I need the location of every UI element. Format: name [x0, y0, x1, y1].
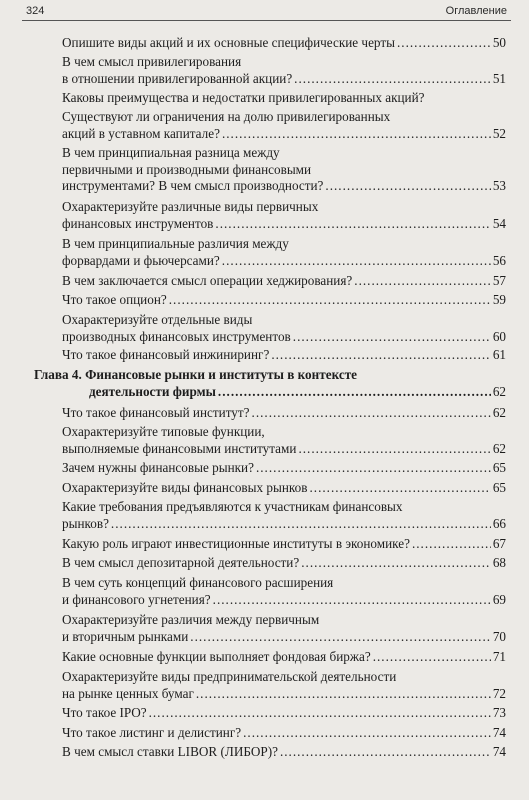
- toc-entry: [62, 575, 506, 608]
- entry-text-line: деятельности фирмы: [89, 383, 216, 399]
- entry-text-line: Что такое финансовый инжиниринг?: [62, 347, 270, 362]
- page-ref[interactable]: 59: [492, 292, 506, 307]
- entry-last-line: [62, 292, 506, 309]
- dot-leader: [196, 686, 491, 703]
- entry-last-line: [62, 516, 506, 533]
- entry-last-line: [62, 649, 506, 666]
- entry-last-line: [62, 35, 506, 52]
- entry-text-line: В чем заключается смысл операции хеджирования?: [62, 273, 353, 288]
- entry-text-line: В чем суть концепций финансового расширения: [62, 575, 334, 590]
- dot-leader: [294, 71, 491, 88]
- page-ref[interactable]: 73: [492, 705, 506, 720]
- page-ref[interactable]: 62: [492, 440, 506, 456]
- page-ref[interactable]: 67: [492, 536, 506, 551]
- entry-text-line: инструментами? В чем смысл производности?: [62, 178, 324, 194]
- toc-entry: [62, 35, 506, 52]
- page-ref[interactable]: 50: [492, 35, 506, 50]
- entry-last-line: [62, 555, 506, 572]
- dot-leader: [222, 253, 491, 270]
- entry-text-line: форвардами и фьючерсами?: [62, 252, 220, 268]
- page-ref[interactable]: 74: [492, 725, 506, 740]
- page-ref[interactable]: 70: [492, 628, 506, 644]
- page-number: 324: [26, 5, 45, 17]
- toc-entry: [62, 555, 506, 572]
- dot-leader: [412, 536, 491, 553]
- entry-text-line: выполняемые финансовыми институтами: [62, 440, 297, 456]
- page-ref[interactable]: 60: [492, 328, 506, 344]
- dot-leader: [213, 592, 491, 609]
- toc-entry: [62, 199, 506, 232]
- toc-entry: [62, 54, 506, 87]
- page-ref[interactable]: 68: [492, 555, 506, 570]
- entry-last-line: [62, 441, 506, 458]
- dot-leader: [149, 705, 491, 722]
- dot-leader: [215, 216, 490, 233]
- entry-text-line: В чем смысл привилегирования: [62, 54, 242, 69]
- entry-text-line: Охарактеризуйте виды предпринимательской деятельности: [62, 669, 397, 684]
- page-ref[interactable]: 69: [492, 591, 506, 607]
- entry-text-line: Какие основные функции выполняет фондовая биржа?: [62, 649, 371, 664]
- entry-text-line: Охарактеризуйте различные виды первичных: [62, 199, 319, 214]
- entry-last-line: [62, 460, 506, 477]
- toc-entry: [62, 347, 506, 364]
- entry-text-line: В чем смысл депозитарной деятельности?: [62, 555, 300, 570]
- page-ref[interactable]: 56: [492, 252, 506, 268]
- dot-leader: [280, 744, 491, 761]
- toc-entry: [62, 292, 506, 309]
- toc-entry: [62, 536, 506, 553]
- entry-text-line: Существуют ли ограничения на долю привилегированных: [62, 109, 391, 124]
- toc-entry: [62, 90, 506, 107]
- entry-last-line: [62, 253, 506, 270]
- entry-last-line: [62, 725, 506, 742]
- entry-last-line: [62, 686, 506, 703]
- entry-text-line: и финансового угнетения?: [62, 591, 211, 607]
- entry-last-line: [62, 744, 506, 761]
- entry-text-line: Какую роль играют инвестиционные институты в экономике?: [62, 536, 410, 551]
- entry-last-line: [62, 90, 506, 107]
- toc-entry: [62, 312, 506, 345]
- toc-entry: [62, 649, 506, 666]
- entry-text-line: рынков?: [62, 515, 109, 531]
- page-ref[interactable]: 62: [492, 405, 506, 420]
- entry-last-line: [62, 347, 506, 364]
- dot-leader: [301, 555, 491, 572]
- dot-leader: [222, 126, 491, 143]
- dot-leader: [309, 480, 490, 497]
- running-title: Оглавление: [445, 5, 507, 17]
- entry-text-line: Охарактеризуйте типовые функции,: [62, 424, 265, 439]
- page-ref[interactable]: 65: [492, 480, 506, 495]
- page-ref[interactable]: 74: [492, 744, 506, 759]
- entry-last-line: [62, 629, 506, 646]
- toc-entry: [62, 612, 506, 645]
- entry-last-line: [62, 216, 506, 233]
- toc-entry: [62, 424, 506, 457]
- toc-entry: [62, 460, 506, 477]
- chapter-heading: [34, 367, 506, 400]
- toc-entry: [62, 705, 506, 722]
- entry-last-line: [62, 405, 506, 422]
- entry-text-line: Охарактеризуйте различия между первичным: [62, 612, 320, 627]
- dot-leader: [256, 460, 491, 477]
- dot-leader: [354, 273, 491, 290]
- page-ref[interactable]: 66: [492, 515, 506, 531]
- dot-leader: [190, 629, 491, 646]
- page-ref[interactable]: 72: [492, 685, 506, 701]
- dot-leader: [111, 516, 491, 533]
- entry-last-line: [62, 480, 506, 497]
- entry-text-line: Что такое листинг и делистинг?: [62, 725, 242, 740]
- entry-text-line: В чем принципиальная разница между: [62, 145, 280, 160]
- entry-text-line: Охарактеризуйте отдельные виды: [62, 312, 253, 327]
- entry-text-line: первичными и производными финансовыми: [62, 161, 312, 177]
- entry-last-line: [62, 126, 506, 143]
- dot-leader: [243, 725, 491, 742]
- toc-entry: [62, 499, 506, 532]
- entry-text-line: Что такое финансовый институт?: [62, 405, 250, 420]
- entry-text-line: на рынке ценных бумаг: [62, 685, 194, 701]
- toc-entry: [62, 725, 506, 742]
- entry-text-line: Глава 4. Финансовые рынки и институты в контексте: [34, 367, 358, 382]
- toc-entry: [62, 109, 506, 142]
- entry-last-line: [62, 329, 506, 346]
- toc-entry: [62, 273, 506, 290]
- dot-leader: [293, 329, 491, 346]
- page-ref[interactable]: 71: [492, 649, 506, 664]
- dot-leader: [169, 292, 491, 309]
- toc-entry: [62, 145, 506, 195]
- entry-text-line: и вторичным рынками: [62, 628, 189, 644]
- entry-text-line: финансовых инструментов: [62, 215, 214, 231]
- page-ref[interactable]: 53: [492, 178, 506, 194]
- page-ref[interactable]: 65: [492, 460, 506, 475]
- dot-leader: [218, 384, 491, 401]
- dot-leader: [252, 405, 491, 422]
- entry-last-line: [34, 384, 506, 401]
- page-ref[interactable]: 57: [492, 273, 506, 288]
- entry-last-line: [62, 536, 506, 553]
- entry-text-line: Что такое опцион?: [62, 292, 167, 307]
- page-ref[interactable]: 61: [492, 347, 506, 362]
- page-ref[interactable]: 54: [492, 215, 506, 231]
- entry-text-line: Охарактеризуйте виды финансовых рынков: [62, 480, 308, 495]
- dot-leader: [373, 649, 491, 666]
- entry-text-line: Какие требования предъявляются к участникам финансовых: [62, 499, 403, 514]
- dot-leader: [298, 441, 490, 458]
- toc-entry: [62, 480, 506, 497]
- entry-text-line: Каковы преимущества и недостатки привилегированных акций?: [62, 90, 425, 105]
- entry-last-line: [62, 273, 506, 290]
- entry-last-line: [62, 592, 506, 609]
- entry-last-line: [62, 178, 506, 195]
- entry-last-line: [62, 705, 506, 722]
- entry-text-line: Что такое IPO?: [62, 705, 147, 720]
- dot-leader: [397, 35, 491, 52]
- entry-text-line: производных финансовых инструментов: [62, 328, 291, 344]
- toc-entry: [62, 744, 506, 761]
- toc-entry: [62, 405, 506, 422]
- dot-leader: [325, 178, 490, 195]
- entry-text-line: В чем принципиальные различия между: [62, 236, 289, 251]
- page-ref[interactable]: 51: [492, 70, 506, 86]
- toc-entry: [62, 669, 506, 702]
- entry-last-line: [62, 71, 506, 88]
- entry-text-line: акций в уставном капитале?: [62, 125, 220, 141]
- entry-text-line: в отношении привилегированной акции?: [62, 70, 293, 86]
- toc-entry: [62, 236, 506, 269]
- dot-leader: [271, 347, 491, 364]
- page-ref[interactable]: 52: [492, 125, 506, 141]
- entry-text-line: Опишите виды акций и их основные специфические черты: [62, 35, 395, 50]
- entry-text-line: В чем смысл ставки LIBOR (ЛИБОР)?: [62, 744, 278, 759]
- page-ref[interactable]: 62: [492, 383, 506, 399]
- entry-text-line: Зачем нужны финансовые рынки?: [62, 460, 254, 475]
